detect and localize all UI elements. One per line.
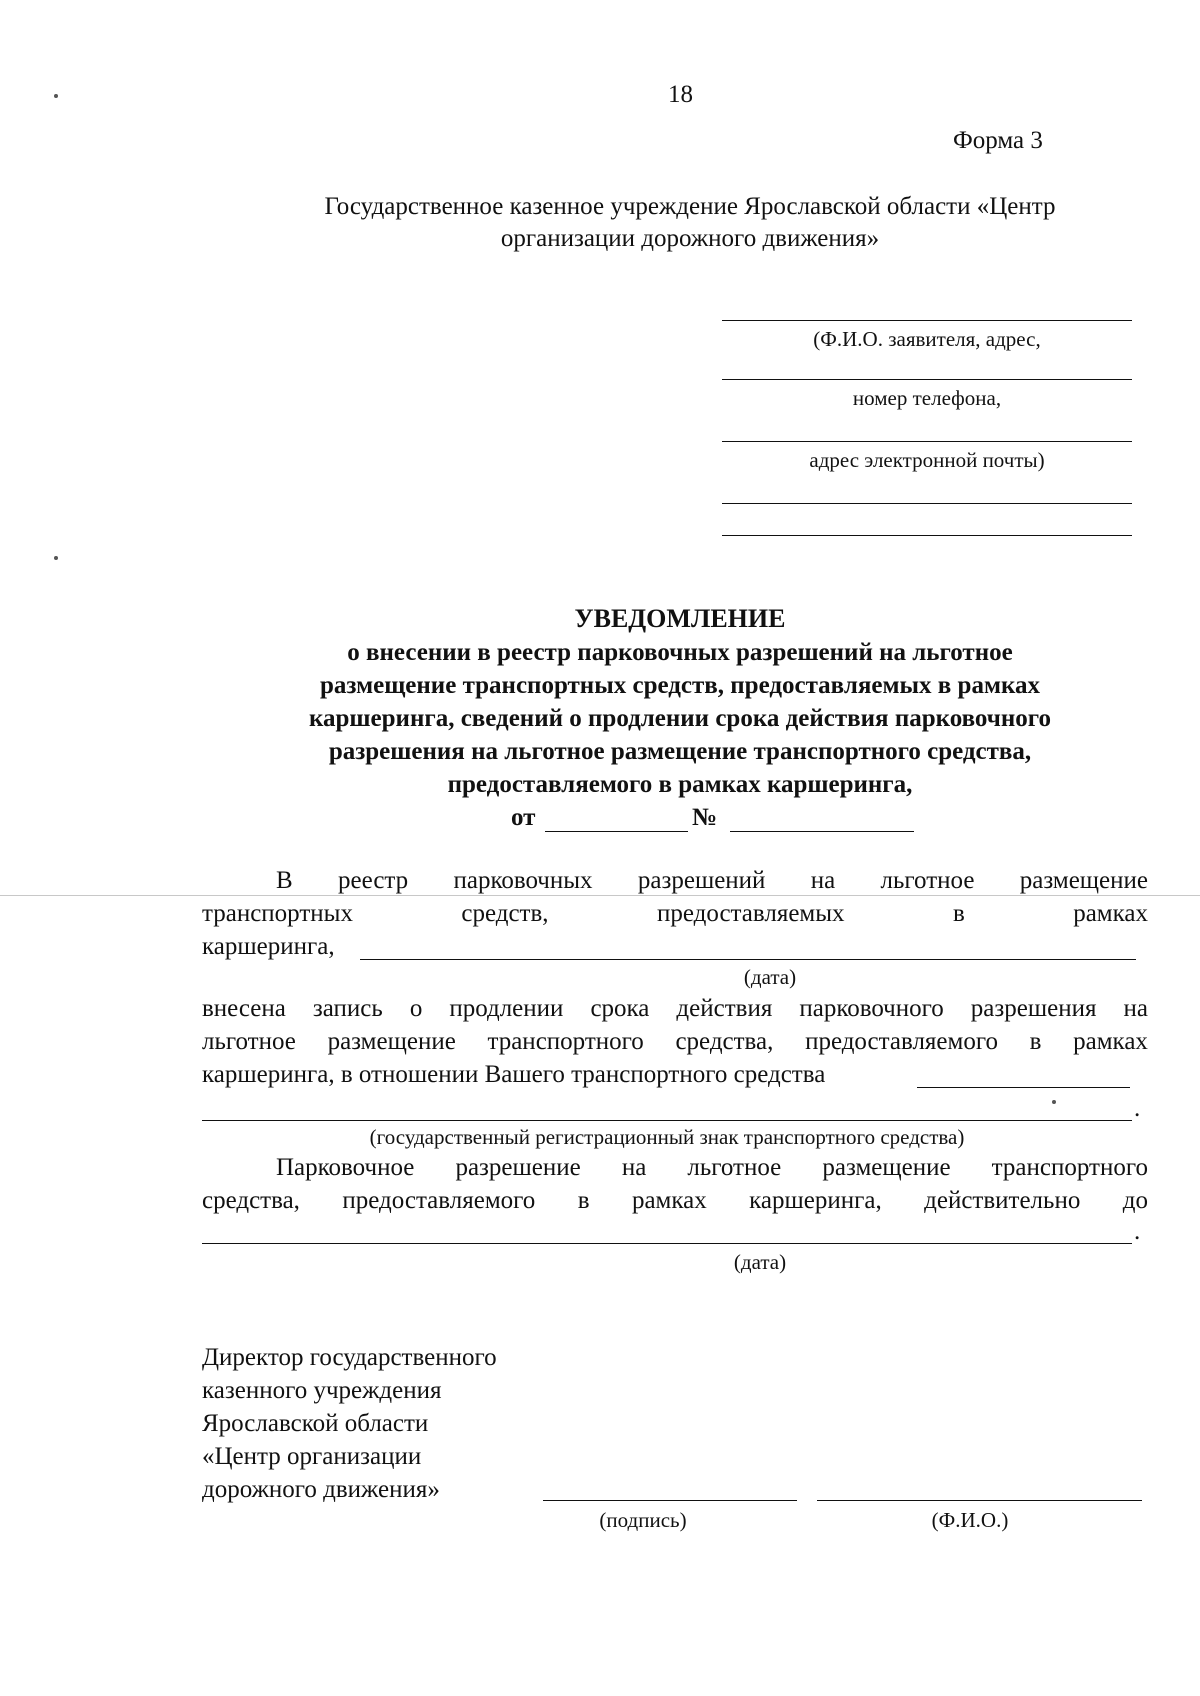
applicant-email-hint: адрес электронной почты) <box>809 448 1045 472</box>
notice-title-line-4: разрешения на льготное размещение транспортного средства, <box>328 738 1032 765</box>
valid-until-date-hint: (дата) <box>733 1250 787 1274</box>
applicant-extra-line-1[interactable] <box>722 503 1132 504</box>
applicant-name-hint: (Ф.И.О. заявителя, адрес, <box>813 327 1041 351</box>
signature-line[interactable] <box>543 1500 797 1501</box>
vehicle-sign-period: . <box>1134 1095 1141 1122</box>
notice-date-line[interactable] <box>545 831 688 832</box>
org-line-2: организации дорожного движения» <box>500 225 880 252</box>
applicant-phone-hint: номер телефона, <box>852 386 1002 410</box>
signer-title-line-4: «Центр организации <box>202 1443 422 1470</box>
paragraph-3-line-1: Парковочное разрешение на льготное размещение транспортного <box>276 1154 1148 1181</box>
signer-title-line-5: дорожного движения» <box>202 1476 440 1503</box>
paragraph-3-line-2: средства, предоставляемого в рамках каршеринга, действительно до <box>202 1187 1148 1214</box>
notice-number-sign: № <box>692 804 718 831</box>
paragraph-1-line-1: В реестр парковочных разрешений на льготное размещение <box>276 867 1148 894</box>
org-line-1: Государственное казенное учреждение Ярославской области «Центр <box>324 193 1056 220</box>
applicant-email-line[interactable] <box>722 441 1132 442</box>
notice-title-line-5: предоставляемого в рамках каршеринга, <box>447 771 913 798</box>
applicant-phone-line[interactable] <box>722 379 1132 380</box>
notice-heading: УВЕДОМЛЕНИЕ <box>574 604 786 633</box>
scan-speck <box>1052 1100 1056 1104</box>
signer-title-line-3: Ярославской области <box>202 1410 429 1437</box>
paragraph-2-line-1: внесена запись о продлении срока действия парковочного разрешения на <box>202 995 1148 1022</box>
notice-title-line-1: о внесении в реестр парковочных разрешений на льготное <box>347 639 1013 666</box>
page-number: 18 <box>668 81 693 108</box>
signer-name-line[interactable] <box>817 1500 1142 1501</box>
notice-title-line-3: каршеринга, сведений о продлении срока действия парковочного <box>309 705 1051 732</box>
valid-until-date-line[interactable] <box>202 1243 1132 1244</box>
signer-title-line-1: Директор государственного <box>202 1344 497 1371</box>
vehicle-sign-line[interactable] <box>202 1120 1132 1121</box>
notice-number-line[interactable] <box>730 831 914 832</box>
vehicle-sign-line-short[interactable] <box>917 1087 1130 1088</box>
paragraph-2-line-3: каршеринга, в отношении Вашего транспортного средства <box>202 1061 826 1088</box>
applicant-name-line[interactable] <box>722 320 1132 321</box>
paragraph-2-line-2: льготное размещение транспортного средства, предоставляемого в рамках <box>202 1028 1148 1055</box>
scan-speck <box>54 556 58 560</box>
registry-date-line[interactable] <box>360 959 1136 960</box>
valid-until-period: . <box>1134 1218 1141 1245</box>
notice-title-line-2: размещение транспортных средств, предоставляемых в рамках <box>319 672 1041 699</box>
vehicle-sign-hint: (государственный регистрационный знак транспортного средства) <box>369 1125 965 1149</box>
paragraph-1-line-2: транспортных средств, предоставляемых в рамках <box>202 900 1148 927</box>
notice-from-label: от <box>511 804 536 831</box>
registry-date-hint: (дата) <box>743 965 797 989</box>
scan-speck <box>54 94 58 98</box>
signature-hint: (подпись) <box>599 1508 687 1532</box>
signer-title-line-2: казенного учреждения <box>202 1377 442 1404</box>
applicant-extra-line-2[interactable] <box>722 535 1132 536</box>
form-label: Форма 3 <box>953 127 1043 154</box>
paragraph-1-line-3: каршеринга, <box>202 933 335 960</box>
signer-name-hint: (Ф.И.О.) <box>931 1508 1009 1532</box>
